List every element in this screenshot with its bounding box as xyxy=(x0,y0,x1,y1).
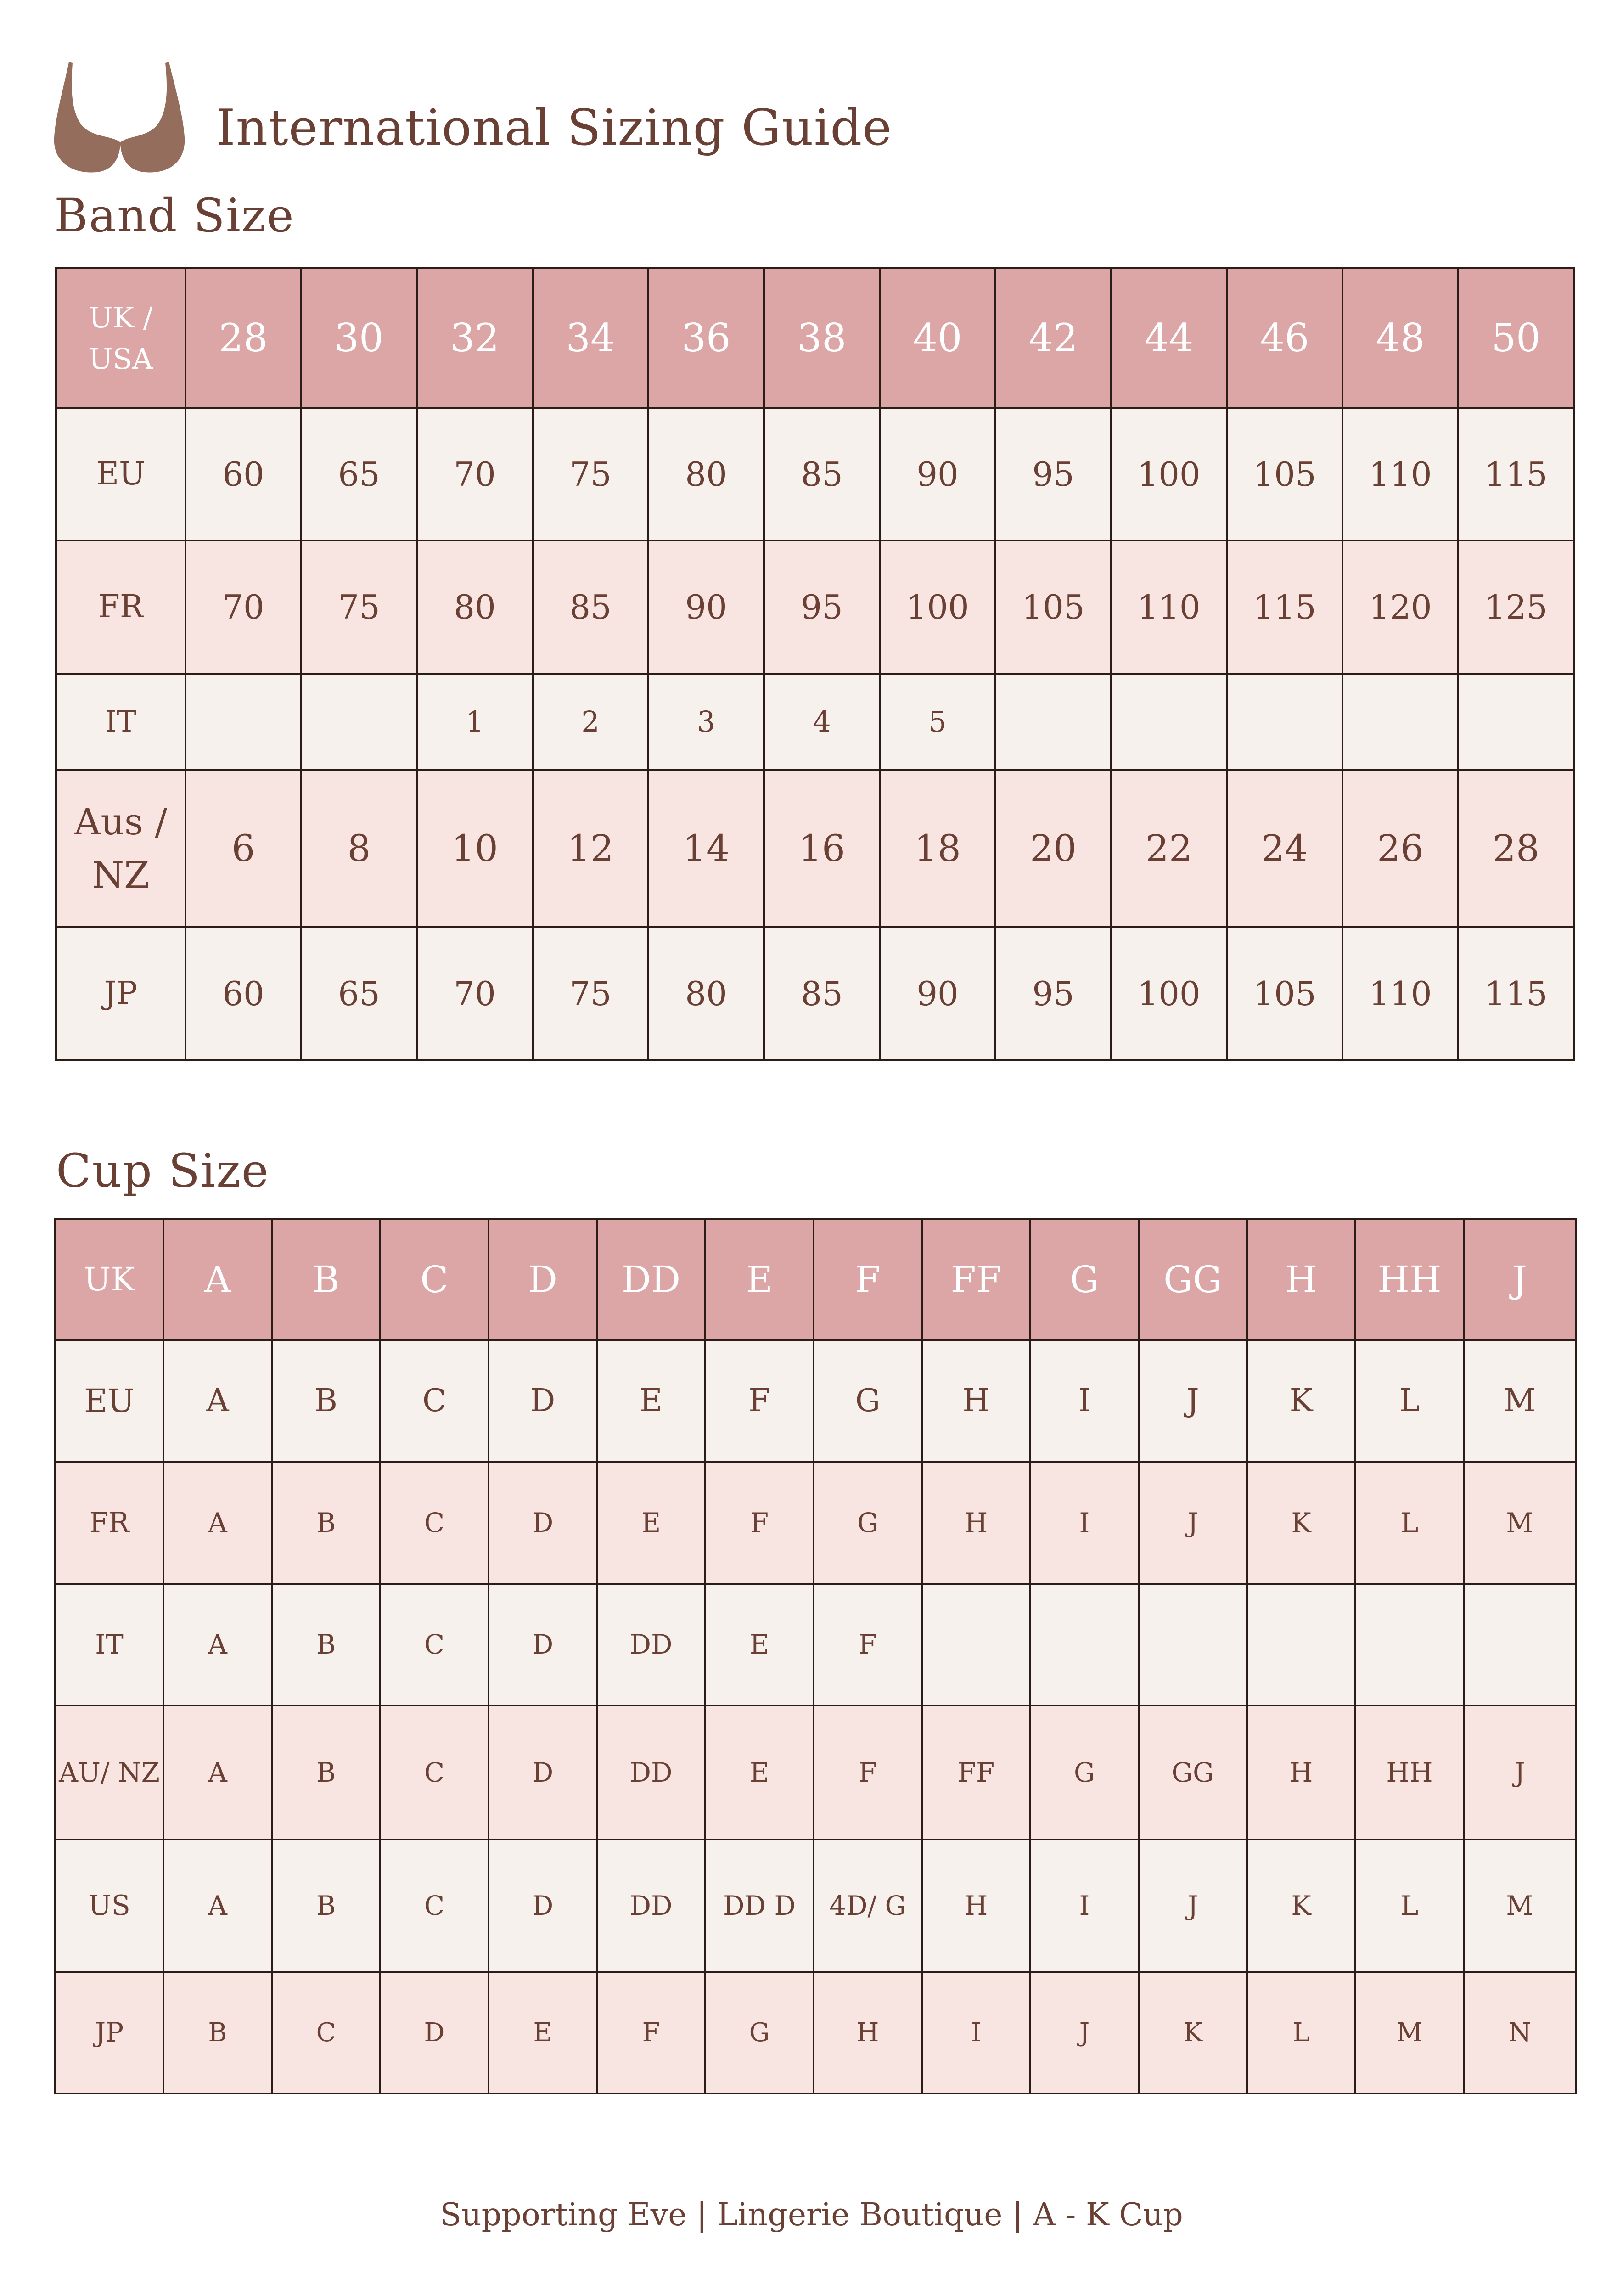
band-cell: 60 xyxy=(185,408,301,540)
cup-row-label: AU/ NZ xyxy=(55,1705,163,1840)
band-cell xyxy=(1227,674,1342,770)
band-cell: 80 xyxy=(648,927,764,1060)
cup-cell: FF xyxy=(922,1219,1030,1340)
cup-cell: D xyxy=(489,1840,597,1972)
cup-cell: B xyxy=(272,1705,380,1840)
band-cell xyxy=(1458,674,1574,770)
cup-row-label: FR xyxy=(55,1462,163,1584)
cup-cell: F xyxy=(814,1705,922,1840)
band-cell: 100 xyxy=(1111,927,1227,1060)
band-cell: 70 xyxy=(417,927,533,1060)
band-cell: 100 xyxy=(1111,408,1227,540)
cup-cell: I xyxy=(922,1972,1030,2093)
band-size-table xyxy=(55,267,1575,1061)
band-cell: 28 xyxy=(1458,770,1574,927)
page-title: International Sizing Guide xyxy=(216,99,893,157)
band-cell: 12 xyxy=(533,770,648,927)
cup-cell: D xyxy=(489,1584,597,1705)
cup-row-label: EU xyxy=(55,1340,163,1462)
band-row-label: FR xyxy=(56,540,185,674)
cup-cell: H xyxy=(922,1462,1030,1584)
cup-cell xyxy=(1355,1584,1464,1705)
band-cell: 70 xyxy=(185,540,301,674)
band-cell: 32 xyxy=(417,268,533,408)
band-row-label: UK / USA xyxy=(56,268,185,408)
band-row-0 xyxy=(56,268,1574,408)
band-cell: 110 xyxy=(1342,408,1458,540)
band-cell: 110 xyxy=(1342,927,1458,1060)
cup-row-label: JP xyxy=(55,1972,163,2093)
band-cell: 60 xyxy=(185,927,301,1060)
cup-cell: K xyxy=(1247,1462,1355,1584)
cup-row-1 xyxy=(55,1340,1576,1462)
cup-cell: E xyxy=(705,1705,814,1840)
band-cell: 24 xyxy=(1227,770,1342,927)
cup-cell: J xyxy=(1464,1219,1576,1340)
cup-cell: B xyxy=(272,1219,380,1340)
band-cell: 90 xyxy=(880,408,995,540)
cup-size-table xyxy=(54,1218,1577,2094)
cup-cell: L xyxy=(1355,1840,1464,1972)
cup-cell: D xyxy=(489,1705,597,1840)
band-cell: 30 xyxy=(301,268,417,408)
cup-cell: DD xyxy=(597,1840,705,1972)
cup-cell: F xyxy=(814,1584,922,1705)
cup-row-6 xyxy=(55,1972,1576,2093)
band-row-label: IT xyxy=(56,674,185,770)
cup-cell: J xyxy=(1464,1705,1576,1840)
band-cell: 100 xyxy=(880,540,995,674)
band-cell: 46 xyxy=(1227,268,1342,408)
cup-cell: HH xyxy=(1355,1705,1464,1840)
band-cell xyxy=(1111,674,1227,770)
cup-cell: B xyxy=(272,1584,380,1705)
band-row-label: EU xyxy=(56,408,185,540)
band-cell: 75 xyxy=(301,540,417,674)
band-cell: 110 xyxy=(1111,540,1227,674)
band-cell: 105 xyxy=(995,540,1111,674)
band-cell: 70 xyxy=(417,408,533,540)
cup-cell: K xyxy=(1139,1972,1247,2093)
cup-cell: C xyxy=(380,1584,489,1705)
band-cell: 2 xyxy=(533,674,648,770)
band-cell: 120 xyxy=(1342,540,1458,674)
cup-cell: DD xyxy=(597,1219,705,1340)
cup-cell: L xyxy=(1355,1462,1464,1584)
band-cell: 115 xyxy=(1458,408,1574,540)
cup-cell: B xyxy=(163,1972,272,2093)
cup-cell: I xyxy=(1030,1340,1139,1462)
band-cell: 14 xyxy=(648,770,764,927)
cup-cell: 4D/ G xyxy=(814,1840,922,1972)
cup-row-label: UK xyxy=(55,1219,163,1340)
band-cell: 16 xyxy=(764,770,880,927)
cup-cell: M xyxy=(1464,1462,1576,1584)
band-row-1 xyxy=(56,408,1574,540)
cup-cell: I xyxy=(1030,1462,1139,1584)
cup-cell: F xyxy=(814,1219,922,1340)
cup-cell: DD xyxy=(597,1584,705,1705)
band-cell: 40 xyxy=(880,268,995,408)
band-cell: 85 xyxy=(764,408,880,540)
band-cell xyxy=(1342,674,1458,770)
cup-row-4 xyxy=(55,1705,1576,1840)
cup-size-heading: Cup Size xyxy=(56,1144,270,1198)
band-cell: 90 xyxy=(880,927,995,1060)
band-cell: 50 xyxy=(1458,268,1574,408)
band-cell xyxy=(301,674,417,770)
cup-cell: E xyxy=(705,1584,814,1705)
band-cell: 18 xyxy=(880,770,995,927)
cup-cell xyxy=(1464,1584,1576,1705)
band-cell: 4 xyxy=(764,674,880,770)
cup-cell: B xyxy=(272,1462,380,1584)
cup-cell: E xyxy=(489,1972,597,2093)
cup-cell: K xyxy=(1247,1340,1355,1462)
band-cell: 80 xyxy=(417,540,533,674)
band-cell: 95 xyxy=(995,927,1111,1060)
band-cell: 65 xyxy=(301,408,417,540)
band-row-label: Aus / NZ xyxy=(56,770,185,927)
cup-cell: J xyxy=(1139,1462,1247,1584)
band-cell: 8 xyxy=(301,770,417,927)
cup-cell: J xyxy=(1139,1340,1247,1462)
cup-cell: C xyxy=(380,1840,489,1972)
cup-cell: F xyxy=(705,1340,814,1462)
band-cell: 10 xyxy=(417,770,533,927)
cup-cell: A xyxy=(163,1462,272,1584)
cup-cell: DD xyxy=(597,1705,705,1840)
cup-cell: K xyxy=(1247,1840,1355,1972)
band-cell: 22 xyxy=(1111,770,1227,927)
cup-cell: J xyxy=(1030,1972,1139,2093)
band-row-label: JP xyxy=(56,927,185,1060)
cup-cell: DD D xyxy=(705,1840,814,1972)
band-cell: 20 xyxy=(995,770,1111,927)
cup-cell: D xyxy=(489,1219,597,1340)
cup-row-label: US xyxy=(55,1840,163,1972)
band-cell: 115 xyxy=(1227,540,1342,674)
cup-cell: C xyxy=(380,1340,489,1462)
band-size-heading: Band Size xyxy=(54,189,295,242)
band-row-3 xyxy=(56,674,1574,770)
band-cell: 85 xyxy=(764,927,880,1060)
band-cell: 125 xyxy=(1458,540,1574,674)
band-cell: 75 xyxy=(533,408,648,540)
band-cell: 85 xyxy=(533,540,648,674)
band-cell: 90 xyxy=(648,540,764,674)
cup-row-2 xyxy=(55,1462,1576,1584)
cup-cell: GG xyxy=(1139,1705,1247,1840)
cup-cell: C xyxy=(380,1462,489,1584)
cup-cell: C xyxy=(380,1219,489,1340)
band-cell: 105 xyxy=(1227,927,1342,1060)
band-cell: 80 xyxy=(648,408,764,540)
band-cell: 105 xyxy=(1227,408,1342,540)
band-cell: 36 xyxy=(648,268,764,408)
band-cell xyxy=(995,674,1111,770)
cup-cell: H xyxy=(922,1840,1030,1972)
cup-cell: FF xyxy=(922,1705,1030,1840)
cup-cell: N xyxy=(1464,1972,1576,2093)
cup-cell: A xyxy=(163,1219,272,1340)
cup-cell: H xyxy=(922,1340,1030,1462)
band-cell: 44 xyxy=(1111,268,1227,408)
band-cell: 34 xyxy=(533,268,648,408)
cup-cell: L xyxy=(1355,1340,1464,1462)
cup-cell: H xyxy=(1247,1705,1355,1840)
cup-cell: I xyxy=(1030,1840,1139,1972)
band-cell: 6 xyxy=(185,770,301,927)
band-cell: 38 xyxy=(764,268,880,408)
cup-cell: M xyxy=(1464,1840,1576,1972)
band-cell: 95 xyxy=(995,408,1111,540)
band-cell: 3 xyxy=(648,674,764,770)
bra-icon xyxy=(51,57,188,179)
band-row-2 xyxy=(56,540,1574,674)
cup-cell: M xyxy=(1355,1972,1464,2093)
band-cell: 75 xyxy=(533,927,648,1060)
cup-cell: G xyxy=(705,1972,814,2093)
cup-cell: B xyxy=(272,1340,380,1462)
cup-cell xyxy=(1030,1584,1139,1705)
cup-cell: J xyxy=(1139,1840,1247,1972)
footer-text: Supporting Eve | Lingerie Boutique | A - K Cup xyxy=(440,2197,1183,2233)
band-cell: 5 xyxy=(880,674,995,770)
band-cell: 1 xyxy=(417,674,533,770)
cup-cell: A xyxy=(163,1340,272,1462)
cup-cell: H xyxy=(1247,1219,1355,1340)
cup-cell: F xyxy=(597,1972,705,2093)
band-cell: 28 xyxy=(185,268,301,408)
band-cell: 48 xyxy=(1342,268,1458,408)
cup-row-3 xyxy=(55,1584,1576,1705)
cup-row-5 xyxy=(55,1840,1576,1972)
band-cell: 95 xyxy=(764,540,880,674)
cup-cell: E xyxy=(597,1340,705,1462)
cup-cell: L xyxy=(1247,1972,1355,2093)
band-cell: 42 xyxy=(995,268,1111,408)
cup-cell xyxy=(922,1584,1030,1705)
band-row-4 xyxy=(56,770,1574,927)
cup-cell: M xyxy=(1464,1340,1576,1462)
band-cell: 26 xyxy=(1342,770,1458,927)
cup-cell: A xyxy=(163,1840,272,1972)
cup-cell: B xyxy=(272,1840,380,1972)
band-cell xyxy=(185,674,301,770)
cup-cell: G xyxy=(1030,1705,1139,1840)
cup-cell: G xyxy=(1030,1219,1139,1340)
cup-cell: G xyxy=(814,1340,922,1462)
cup-cell: D xyxy=(489,1340,597,1462)
cup-cell: E xyxy=(705,1219,814,1340)
cup-cell: C xyxy=(380,1705,489,1840)
cup-cell: GG xyxy=(1139,1219,1247,1340)
band-row-5 xyxy=(56,927,1574,1060)
cup-cell: G xyxy=(814,1462,922,1584)
cup-cell: F xyxy=(705,1462,814,1584)
band-cell: 115 xyxy=(1458,927,1574,1060)
cup-cell: C xyxy=(272,1972,380,2093)
band-cell: 65 xyxy=(301,927,417,1060)
cup-cell: A xyxy=(163,1584,272,1705)
cup-cell: D xyxy=(380,1972,489,2093)
cup-row-0 xyxy=(55,1219,1576,1340)
cup-cell: E xyxy=(597,1462,705,1584)
cup-cell: HH xyxy=(1355,1219,1464,1340)
cup-cell: H xyxy=(814,1972,922,2093)
cup-cell xyxy=(1139,1584,1247,1705)
cup-row-label: IT xyxy=(55,1584,163,1705)
cup-cell: A xyxy=(163,1705,272,1840)
cup-cell: D xyxy=(489,1462,597,1584)
cup-cell xyxy=(1247,1584,1355,1705)
